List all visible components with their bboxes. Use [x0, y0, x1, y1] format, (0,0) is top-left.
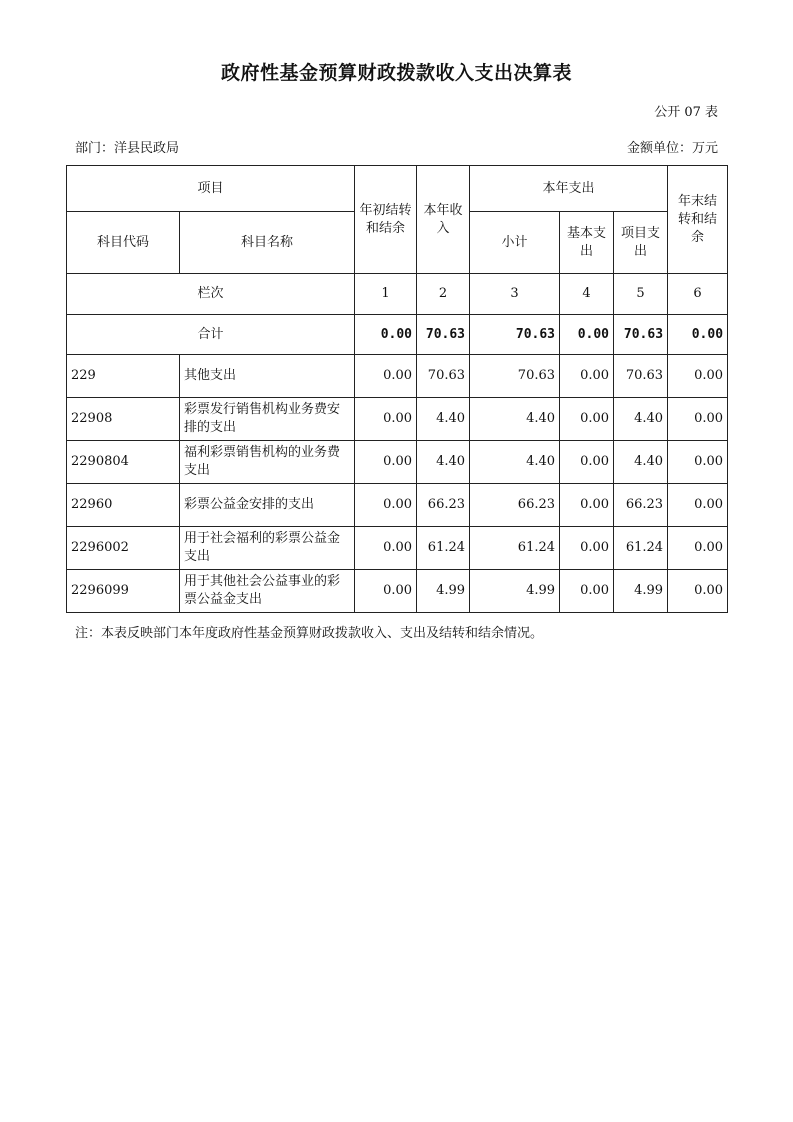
row-value: 66.23 [614, 484, 668, 527]
row-value: 4.40 [470, 398, 560, 441]
row-code: 229 [67, 355, 180, 398]
row-value: 0.00 [560, 527, 614, 570]
column-index: 1 [355, 274, 417, 315]
row-value: 0.00 [668, 484, 728, 527]
row-value: 0.00 [560, 570, 614, 613]
row-value: 4.40 [614, 441, 668, 484]
row-value: 0.00 [355, 355, 417, 398]
row-value: 0.00 [668, 441, 728, 484]
header-subtotal: 小计 [470, 212, 560, 274]
row-value: 0.00 [668, 398, 728, 441]
row-value: 0.00 [668, 355, 728, 398]
header-income: 本年收入 [417, 166, 470, 274]
row-value: 4.40 [470, 441, 560, 484]
header-name: 科目名称 [180, 212, 355, 274]
column-index: 5 [614, 274, 668, 315]
column-index-label: 栏次 [67, 274, 355, 315]
row-value: 70.63 [417, 355, 470, 398]
row-code: 22960 [67, 484, 180, 527]
total-value: 0.00 [355, 315, 417, 355]
table-row [67, 441, 728, 484]
column-index: 4 [560, 274, 614, 315]
row-value: 4.40 [417, 398, 470, 441]
total-value: 70.63 [614, 315, 668, 355]
header-basic: 基本支出 [560, 212, 614, 274]
table-number: 公开 07 表 [654, 105, 718, 120]
row-value: 0.00 [355, 398, 417, 441]
header-opening-balance: 年初结转和结余 [355, 166, 417, 274]
row-value: 0.00 [560, 398, 614, 441]
row-value: 0.00 [560, 484, 614, 527]
header-project: 项目支出 [614, 212, 668, 274]
table-row [67, 570, 728, 613]
row-value: 66.23 [417, 484, 470, 527]
budget-table [66, 165, 728, 613]
row-name: 彩票发行销售机构业务费安排的支出 [180, 398, 355, 441]
column-index: 3 [470, 274, 560, 315]
total-value: 0.00 [560, 315, 614, 355]
table-row [67, 398, 728, 441]
total-label: 合计 [67, 315, 355, 355]
unit-label: 金额单位：万元 [626, 141, 718, 156]
row-name: 彩票公益金安排的支出 [180, 484, 355, 527]
department-label: 部门：洋县民政局 [75, 141, 180, 156]
row-name: 用于社会福利的彩票公益金支出 [180, 527, 355, 570]
row-name: 用于其他社会公益事业的彩票公益金支出 [180, 570, 355, 613]
row-value: 61.24 [417, 527, 470, 570]
column-index: 6 [668, 274, 728, 315]
row-value: 0.00 [355, 527, 417, 570]
total-value: 70.63 [470, 315, 560, 355]
total-value: 0.00 [668, 315, 728, 355]
row-value: 4.99 [417, 570, 470, 613]
row-value: 0.00 [560, 441, 614, 484]
table-row [67, 484, 728, 527]
row-value: 4.99 [614, 570, 668, 613]
row-value: 4.40 [614, 398, 668, 441]
row-value: 70.63 [614, 355, 668, 398]
page-title: 政府性基金预算财政拨款收入支出决算表 [220, 62, 572, 84]
row-value: 0.00 [355, 484, 417, 527]
row-value: 0.00 [668, 570, 728, 613]
header-expenditure: 本年支出 [470, 166, 668, 212]
row-value: 61.24 [470, 527, 560, 570]
row-value: 70.63 [470, 355, 560, 398]
row-value: 0.00 [560, 355, 614, 398]
row-code: 2296099 [67, 570, 180, 613]
row-name: 其他支出 [180, 355, 355, 398]
total-value: 70.63 [417, 315, 470, 355]
column-index-row [67, 274, 728, 315]
row-name: 福利彩票销售机构的业务费支出 [180, 441, 355, 484]
row-value: 0.00 [355, 441, 417, 484]
total-row [67, 315, 728, 355]
row-code: 2296002 [67, 527, 180, 570]
header-item: 项目 [67, 166, 355, 212]
footnote: 注：本表反映部门本年度政府性基金预算财政拨款收入、支出及结转和结余情况。 [75, 626, 544, 641]
column-index: 2 [417, 274, 470, 315]
table-row [67, 527, 728, 570]
row-value: 4.99 [470, 570, 560, 613]
row-code: 2290804 [67, 441, 180, 484]
row-value: 0.00 [668, 527, 728, 570]
row-value: 66.23 [470, 484, 560, 527]
table-row [67, 355, 728, 398]
header-closing-balance: 年末结转和结余 [668, 166, 728, 274]
row-value: 4.40 [417, 441, 470, 484]
row-code: 22908 [67, 398, 180, 441]
row-value: 61.24 [614, 527, 668, 570]
header-code: 科目代码 [67, 212, 180, 274]
row-value: 0.00 [355, 570, 417, 613]
